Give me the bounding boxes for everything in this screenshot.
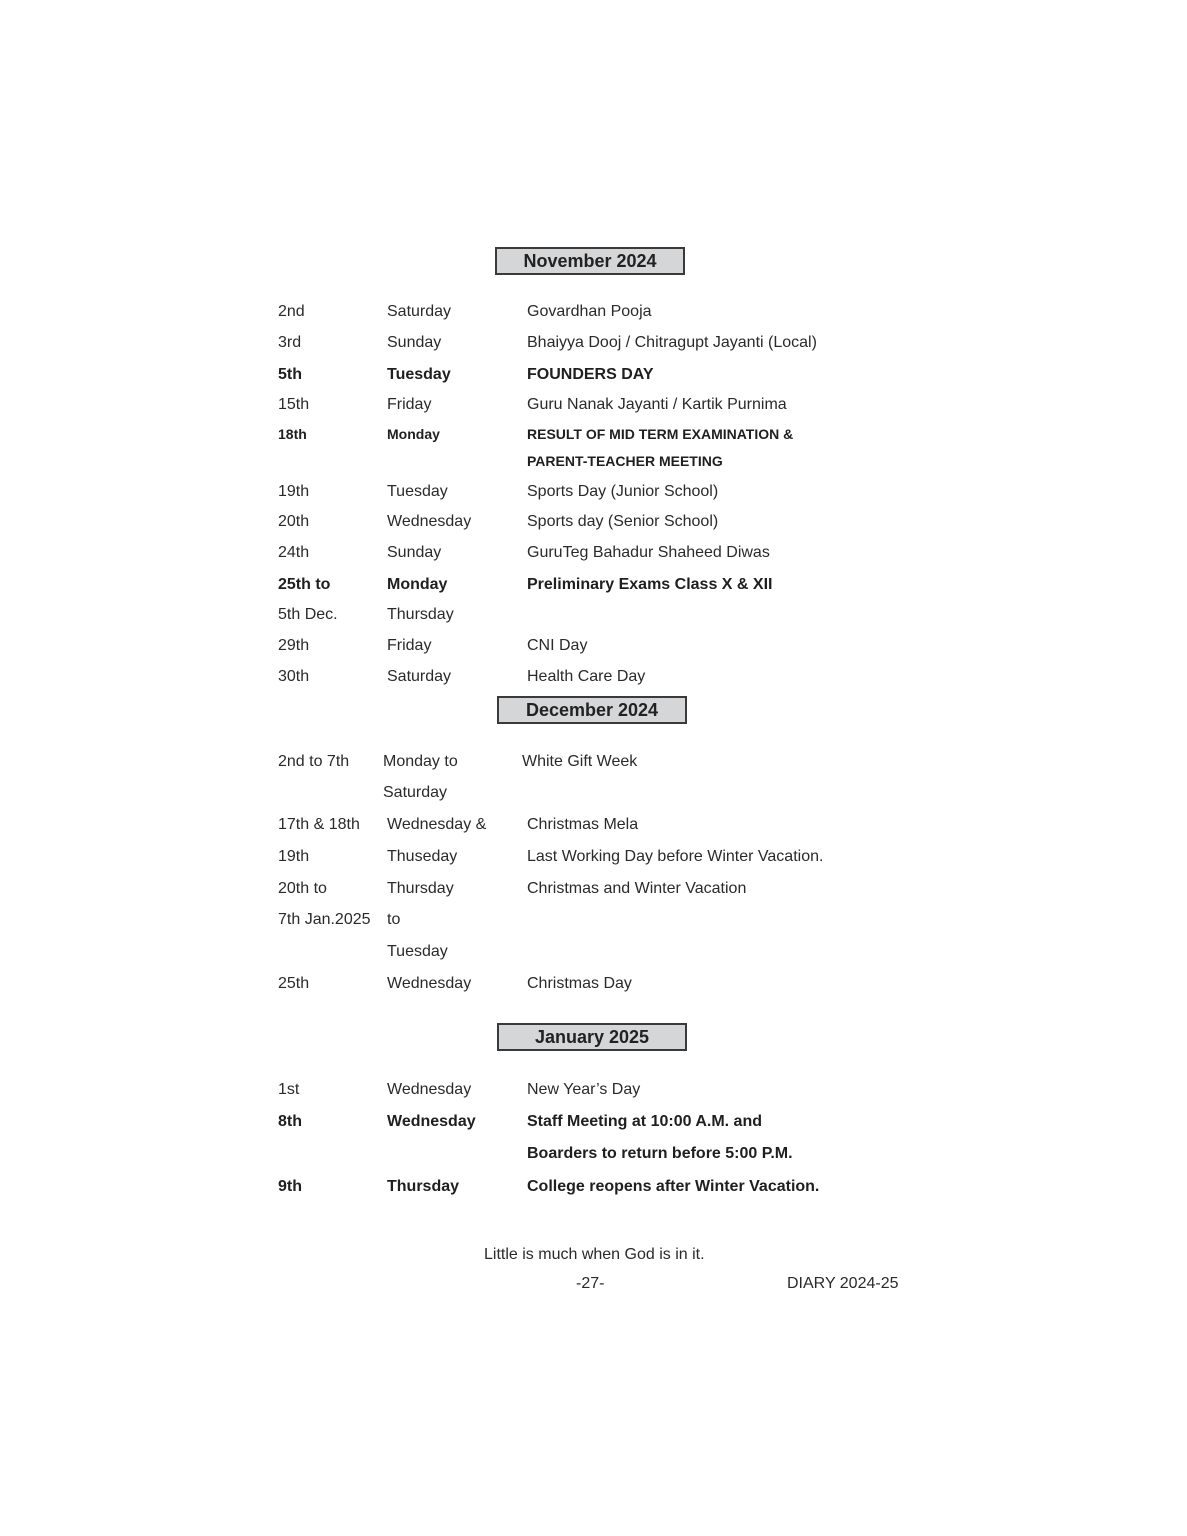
event-date: 7th Jan.2025: [278, 911, 371, 928]
diary-label: DIARY 2024-25: [787, 1275, 899, 1292]
calendar-row: [0, 449, 1187, 473]
calendar-row: [0, 665, 1187, 689]
event-date: 2nd to 7th: [278, 753, 350, 770]
event-description: Sports day (Senior School): [527, 513, 719, 530]
calendar-row: [0, 972, 1187, 996]
event-day: Thursday: [387, 606, 454, 623]
event-date: 18th: [278, 426, 307, 442]
event-day: Sunday: [387, 544, 442, 561]
calendar-row: [0, 573, 1187, 597]
event-day: Wednesday: [387, 513, 472, 530]
calendar-row: [0, 1110, 1187, 1134]
event-day: Tuesday: [387, 943, 448, 960]
calendar-row: [0, 845, 1187, 869]
calendar-row: [0, 1175, 1187, 1199]
event-date: 19th: [278, 483, 310, 500]
event-date: 9th: [278, 1178, 302, 1195]
event-description: New Year’s Day: [527, 1081, 641, 1098]
calendar-row: [0, 480, 1187, 504]
event-description: FOUNDERS DAY: [527, 366, 654, 383]
calendar-row: [0, 422, 1187, 446]
event-day: Sunday: [387, 334, 442, 351]
calendar-row: [0, 1142, 1187, 1166]
event-day: Saturday: [387, 303, 452, 320]
event-day: Thursday: [387, 880, 454, 897]
event-description: Christmas and Winter Vacation: [527, 880, 747, 897]
event-date: 25th to: [278, 576, 331, 593]
event-description: CNI Day: [527, 637, 588, 654]
calendar-row: [0, 300, 1187, 324]
event-day: Thursday: [387, 1178, 460, 1195]
event-date: 15th: [278, 396, 310, 413]
calendar-row: [0, 940, 1187, 964]
event-date: 5th Dec.: [278, 606, 338, 623]
event-date: 8th: [278, 1113, 302, 1130]
event-day: Thuseday: [387, 848, 458, 865]
month-header-january: January 2025: [497, 1023, 687, 1051]
event-day: Monday: [387, 576, 448, 593]
page-number: -27-: [576, 1275, 605, 1292]
month-header-november: November 2024: [495, 247, 685, 275]
event-description: Staff Meeting at 10:00 A.M. and: [527, 1113, 762, 1130]
calendar-row: [0, 877, 1187, 901]
calendar-row: [0, 1078, 1187, 1102]
event-date: 20th: [278, 513, 310, 530]
event-description: Last Working Day before Winter Vacation.: [527, 848, 824, 865]
event-description: College reopens after Winter Vacation.: [527, 1178, 820, 1195]
event-date: 17th & 18th: [278, 816, 360, 833]
event-description: Guru Nanak Jayanti / Kartik Purnima: [527, 396, 787, 413]
event-day: to: [387, 911, 401, 928]
calendar-row: [0, 393, 1187, 417]
event-day: Tuesday: [387, 366, 451, 383]
event-date: 5th: [278, 366, 302, 383]
event-date: 25th: [278, 975, 310, 992]
calendar-row: [0, 750, 1187, 774]
event-description: GuruTeg Bahadur Shaheed Diwas: [527, 544, 770, 561]
event-description: Govardhan Pooja: [527, 303, 652, 320]
event-date: 3rd: [278, 334, 302, 351]
calendar-row: [0, 541, 1187, 565]
calendar-row: [0, 363, 1187, 387]
calendar-row: [0, 331, 1187, 355]
calendar-row: [0, 510, 1187, 534]
event-date: 20th to: [278, 880, 327, 897]
event-day: Monday to: [383, 753, 458, 770]
calendar-row: [0, 781, 1187, 805]
event-day: Friday: [387, 396, 432, 413]
event-description: White Gift Week: [522, 753, 638, 770]
event-date: 24th: [278, 544, 310, 561]
event-date: 29th: [278, 637, 310, 654]
event-description: Christmas Day: [527, 975, 632, 992]
event-description: Boarders to return before 5:00 P.M.: [527, 1145, 793, 1162]
calendar-row: [0, 603, 1187, 627]
event-date: 2nd: [278, 303, 305, 320]
event-day: Wednesday: [387, 1113, 476, 1130]
event-date: 30th: [278, 668, 310, 685]
event-description: Bhaiyya Dooj / Chitragupt Jayanti (Local): [527, 334, 817, 351]
event-description: Health Care Day: [527, 668, 646, 685]
calendar-row: [0, 813, 1187, 837]
event-description: Christmas Mela: [527, 816, 639, 833]
event-day: Saturday: [387, 668, 452, 685]
calendar-row: [0, 634, 1187, 658]
event-description: RESULT OF MID TERM EXAMINATION &: [527, 426, 794, 442]
event-day: Tuesday: [387, 483, 448, 500]
event-day: Wednesday &: [387, 816, 487, 833]
event-day: Wednesday: [387, 1081, 472, 1098]
event-date: 1st: [278, 1081, 300, 1098]
event-description: PARENT-TEACHER MEETING: [527, 453, 723, 469]
event-day: Friday: [387, 637, 432, 654]
event-description: Preliminary Exams Class X & XII: [527, 576, 773, 593]
calendar-row: [0, 908, 1187, 932]
event-description: Sports Day (Junior School): [527, 483, 719, 500]
event-day: Saturday: [383, 784, 448, 801]
month-header-december: December 2024: [497, 696, 687, 724]
footer-motto: Little is much when God is in it.: [484, 1246, 705, 1263]
event-date: 19th: [278, 848, 310, 865]
event-day: Wednesday: [387, 975, 472, 992]
event-day: Monday: [387, 426, 440, 442]
